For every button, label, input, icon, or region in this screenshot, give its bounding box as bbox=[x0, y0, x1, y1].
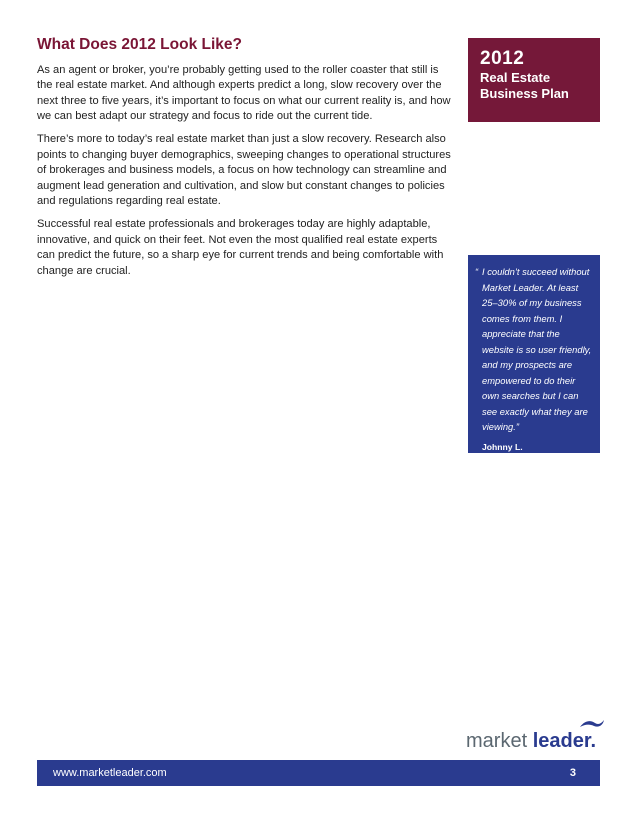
testimonial-name: Johnny L. bbox=[482, 441, 523, 452]
testimonial-quote bbox=[476, 264, 592, 435]
page-footer bbox=[37, 760, 600, 786]
logo-word-market: market bbox=[466, 730, 528, 752]
banner-year: 2012 bbox=[480, 48, 525, 69]
paragraph-1: As an agent or broker, you’re probably getting used to the roller coaster that still is the real estate market. And although experts predict a long, slow recovery over the next three to five years, it’s important to focus on what our current reality is, and how we can best adapt our strategy and focus to ride out the current tide. bbox=[37, 63, 451, 123]
logo-dot: . bbox=[590, 730, 597, 752]
business-plan-banner bbox=[468, 38, 600, 122]
paragraph-2: There’s more to today’s real estate market than just a slow recovery. Research also points to changing buyer demographics, sweeping changes to operational structures of brokerages and business models, a focus on how technology can streamline and augment lead generation and cultivation, and slow but constant changes to policies and regulations regarding real estate. bbox=[37, 132, 451, 208]
market-leader-logo bbox=[466, 718, 606, 752]
flag-icon bbox=[579, 718, 605, 730]
paragraph-3: Successful real estate professionals and brokerages today are highly adaptable, innovative, and quick on their feet. Not even the most qualified real estate experts can predict the future, so a sharp eye for current trends and being comfortable with change are crucial. bbox=[37, 217, 444, 277]
logo-wordmark bbox=[466, 730, 596, 752]
article bbox=[37, 36, 455, 286]
footer-url: www.marketleader.com bbox=[53, 767, 167, 779]
testimonial-organization: EXIT Realty, Tampa, FL bbox=[482, 453, 573, 464]
logo-word-leader: leader bbox=[532, 730, 591, 752]
banner-line-2: Business Plan bbox=[480, 86, 569, 101]
page-number: 3 bbox=[569, 767, 576, 779]
testimonial-box bbox=[468, 255, 600, 464]
quote-mark-icon: “ bbox=[475, 266, 479, 277]
testimonial-text: I couldn’t succeed without Market Leader. At least 25–30% of my business comes from them. I appreciate that the website is so user friendly, and my prospects are empowered to do their own searches but I can see exactly what they are viewing.” bbox=[482, 266, 592, 432]
page-heading: What Does 2012 Look Like? bbox=[37, 36, 242, 53]
banner-line-1: Real Estate bbox=[480, 70, 551, 85]
